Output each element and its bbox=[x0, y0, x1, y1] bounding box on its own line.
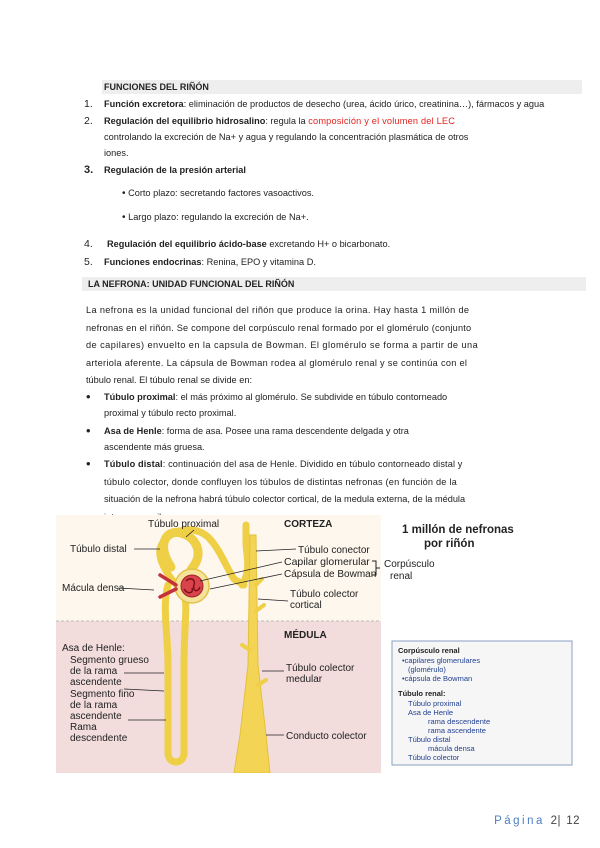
paragraph-line: arteriola aferente. La cápsula de Bowman rodea al glomérulo renal y se continúa con el bbox=[86, 357, 468, 368]
list-number: 4. bbox=[84, 238, 93, 250]
label-tubulo-distal: Túbulo distal bbox=[70, 544, 127, 555]
label-tubulo-conector: Túbulo conector bbox=[298, 545, 370, 556]
zone-label-medula: MÉDULA bbox=[284, 630, 327, 641]
figure-title: 1 millón de nefronas bbox=[402, 524, 514, 536]
nefrona-paragraph bbox=[86, 302, 580, 390]
page-number: 2 bbox=[550, 815, 558, 827]
paragraph-line: nefronas en el riñón. Se compone del corpúsculo renal formado por el glomérulo (conjunto bbox=[86, 322, 472, 333]
list-item-text-line: controlando la excreción de Na+ y agua y regulando la concentración plasmática de otros bbox=[104, 132, 469, 142]
label-conducto-colector: Conducto colector bbox=[286, 731, 367, 742]
label-corpusculo: Corpúsculo bbox=[384, 559, 435, 570]
legend-item: Túbulo distal bbox=[408, 735, 451, 744]
label-capsula-bowman: Cápsula de Bowman bbox=[284, 569, 377, 580]
footer-label: Página bbox=[494, 815, 545, 827]
list-number: 3. bbox=[84, 164, 94, 176]
label-rama-descendente: Rama bbox=[70, 722, 97, 733]
zone-label-corteza: CORTEZA bbox=[284, 519, 333, 530]
legend-heading: Túbulo renal: bbox=[398, 689, 446, 698]
label-macula-densa: Mácula densa bbox=[62, 583, 125, 594]
list-number: 5. bbox=[84, 256, 93, 268]
page-footer bbox=[494, 815, 580, 827]
label-segmento-grueso: ascendente bbox=[70, 677, 122, 688]
legend-item: •capilares glomerulares bbox=[402, 656, 481, 665]
item-text: : eliminación de productos de desecho (urea, ácido úrico, creatinina…), fármacos y agua bbox=[183, 99, 545, 109]
bullet-dot: • bbox=[86, 389, 91, 404]
label-capilar-glomerular: Capilar glomerular bbox=[284, 556, 370, 568]
bullet-asa-henle: Asa de Henle: forma de asa. Posee una rama descendente delgada y otra bbox=[104, 426, 409, 436]
glomerulus bbox=[181, 575, 203, 597]
label-corpusculo: renal bbox=[390, 571, 413, 582]
item-title: Regulación del equilibrio hidrosalino bbox=[104, 116, 266, 126]
legend-heading: Corpúsculo renal bbox=[398, 646, 460, 655]
item-text: : regula la bbox=[265, 116, 309, 126]
paragraph-line: túbulo renal. El túbulo renal se divide en: bbox=[86, 375, 252, 385]
list-item-text-line: iones. bbox=[104, 148, 129, 158]
bullet-tubulo-proximal: Túbulo proximal: el más próximo al glomérulo. Se subdivide en túbulo contorneado bbox=[104, 392, 448, 402]
nephron-figure bbox=[56, 515, 580, 773]
footer-separator: | bbox=[557, 815, 561, 827]
label-asa-henle: Asa de Henle: bbox=[62, 643, 125, 654]
bullet-dot: • bbox=[86, 456, 91, 471]
item-title: Función excretora bbox=[104, 99, 184, 109]
label-colector-cortical: cortical bbox=[290, 600, 322, 611]
label-colector-medular: Túbulo colector bbox=[286, 663, 355, 674]
list-item-acido-base bbox=[107, 236, 390, 252]
paragraph-line: La nefrona es la unidad funcional del riñón que produce la orina. Hay hasta 1 millón de bbox=[86, 305, 470, 315]
label-tubulo-proximal: Túbulo proximal bbox=[148, 519, 220, 530]
label-segmento-grueso: de la rama bbox=[70, 666, 118, 677]
item-title: Regulación del equilibrio ácido-base bbox=[107, 239, 267, 249]
sub-item: • Corto plazo: secretando factores vasoactivos. bbox=[122, 188, 314, 199]
figure-title: por riñón bbox=[424, 538, 475, 550]
label-rama-descendente: descendente bbox=[70, 733, 128, 744]
item-title: Funciones endocrinas bbox=[104, 257, 202, 267]
bullet-text-line: ascendente más gruesa. bbox=[104, 442, 205, 452]
list-number: 1. bbox=[84, 98, 93, 110]
section-heading-funciones: FUNCIONES DEL RIÑÓN bbox=[102, 80, 582, 94]
list-item-endocrinas bbox=[104, 254, 316, 270]
bullet-tubulo-distal: Túbulo distal: continuación del asa de Henle. Dividido en túbulo contorneado distal y túbulo colector, donde confluyen los túbulos de distintas nefronas (en función de la situación de la nefrona habrá túbulo colector cortical, de la medula externa, de la médula bbox=[104, 459, 466, 504]
sub-item: • Largo plazo: regulando la excreción de Na+. bbox=[122, 212, 309, 223]
list-item-presion-arterial: Regulación de la presión arterial bbox=[104, 165, 246, 175]
paragraph-line: de capilares) envuelto en la capsula de Bowman. El glomérulo se forma a partir de una bbox=[86, 340, 479, 350]
legend-item: Asa de Henle bbox=[408, 708, 454, 717]
legend-item: •cápsula de Bowman bbox=[402, 674, 473, 683]
label-segmento-grueso: Segmento grueso bbox=[70, 655, 149, 666]
page-total: 12 bbox=[566, 815, 580, 827]
list-item-hidrosalino bbox=[104, 113, 512, 129]
label-segmento-fino: ascendente bbox=[70, 711, 122, 722]
list-item-funcion-excretora bbox=[104, 96, 594, 112]
section-heading-nefrona: LA NEFRONA: UNIDAD FUNCIONAL DEL RIÑÓN bbox=[82, 277, 586, 291]
label-segmento-fino: Segmento fino bbox=[70, 689, 135, 700]
bullet-dot: • bbox=[86, 423, 91, 438]
item-text: : Renina, EPO y vitamina D. bbox=[201, 257, 316, 267]
legend-item: Túbulo proximal bbox=[408, 699, 462, 708]
legend-item: Túbulo colector bbox=[408, 753, 460, 762]
cortex-zone bbox=[56, 515, 381, 621]
bullet-text-line: proximal y túbulo recto proximal. bbox=[104, 408, 237, 418]
legend-item: (glomérulo) bbox=[408, 665, 446, 674]
highlight-text: composición y el volumen del LEC bbox=[308, 116, 456, 126]
legend-item: rama ascendente bbox=[428, 726, 486, 735]
label-colector-medular: medular bbox=[286, 674, 323, 685]
legend-item: rama descendente bbox=[428, 717, 491, 726]
label-colector-cortical: Túbulo colector bbox=[290, 589, 359, 600]
label-segmento-fino: de la rama bbox=[70, 700, 118, 711]
legend-item: mácula densa bbox=[428, 744, 475, 753]
list-number: 2. bbox=[84, 115, 93, 127]
item-text: excretando H+ o bicarbonato. bbox=[266, 239, 391, 249]
